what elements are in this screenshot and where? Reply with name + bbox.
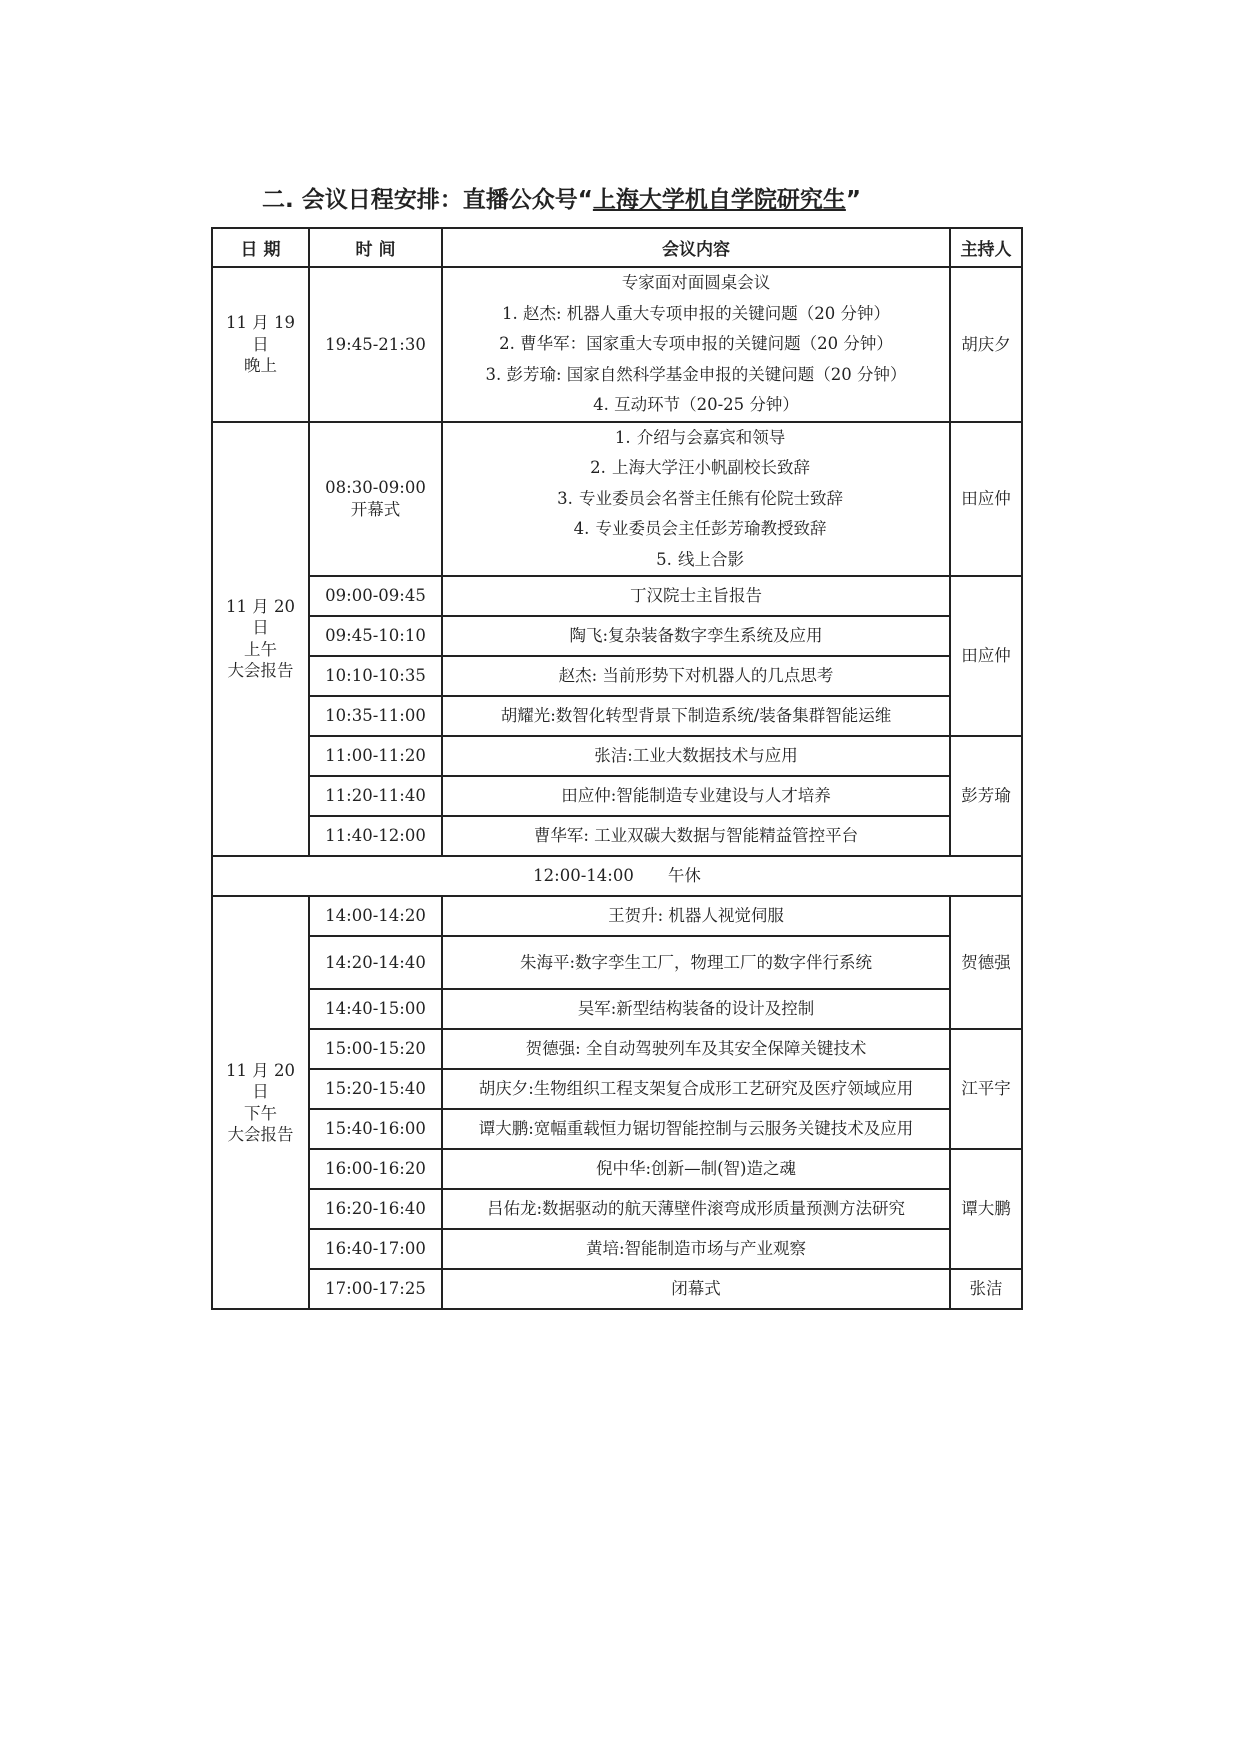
host-cell: 田应仲 bbox=[950, 422, 1022, 577]
table-row bbox=[212, 896, 1022, 936]
table-row bbox=[212, 1189, 1022, 1229]
lunch-row bbox=[212, 856, 1022, 896]
date-line: 11 月 19 日 bbox=[226, 313, 295, 354]
lunch-cell bbox=[212, 856, 1022, 896]
topic-cell: 闭幕式 bbox=[442, 1269, 950, 1309]
item-number: 1. bbox=[614, 427, 631, 447]
time-cell: 16:00-16:20 bbox=[309, 1149, 442, 1189]
topic-cell: 田应仲:智能制造专业建设与人才培养 bbox=[442, 776, 950, 816]
table-row bbox=[212, 936, 1022, 989]
host-cell: 彭芳瑜 bbox=[950, 736, 1022, 856]
topic-cell: 胡耀光:数智化转型背景下制造系统/装备集群智能运维 bbox=[442, 696, 950, 736]
list-item bbox=[446, 423, 946, 454]
list-item: 1. 赵杰: 机器人重大专项申报的关键问题（20 分钟） bbox=[501, 303, 891, 323]
date-cell-nov19 bbox=[212, 267, 309, 422]
time-cell: 11:00-11:20 bbox=[309, 736, 442, 776]
date-line: 11 月 20 日 bbox=[226, 1060, 295, 1102]
list-item bbox=[446, 484, 946, 515]
time-cell bbox=[309, 422, 442, 577]
header-row bbox=[212, 228, 1022, 267]
date-line: 晚上 bbox=[244, 355, 277, 375]
header-host: 主持人 bbox=[950, 228, 1022, 267]
table-row bbox=[212, 656, 1022, 696]
time-cell: 11:40-12:00 bbox=[309, 816, 442, 856]
time-cell: 15:00-15:20 bbox=[309, 1029, 442, 1069]
date-line: 下午 bbox=[244, 1103, 277, 1123]
list-item: 4. 互动环节（20-25 分钟） bbox=[593, 395, 799, 414]
title-account: 上海大学机自学院研究生 bbox=[592, 187, 846, 213]
item-text: 专业委员会名誉主任熊有伦院士致辞 bbox=[579, 488, 843, 508]
date-line: 上午 bbox=[244, 639, 277, 659]
list-item bbox=[446, 514, 946, 545]
topic-cell: 胡庆夕:生物组织工程支架复合成形工艺研究及医疗领域应用 bbox=[442, 1069, 950, 1109]
header-content: 会议内容 bbox=[442, 228, 950, 267]
list-item bbox=[446, 545, 946, 576]
date-line: 11 月 20 日 bbox=[226, 596, 295, 638]
time-cell: 14:00-14:20 bbox=[309, 896, 442, 936]
date-line: 大会报告 bbox=[227, 1124, 294, 1144]
time-cell: 19:45-21:30 bbox=[309, 267, 442, 422]
date-cell-morning bbox=[212, 422, 309, 857]
item-number: 4. bbox=[573, 519, 590, 538]
host-cell: 谭大鹏 bbox=[950, 1149, 1022, 1269]
topic-cell: 王贺升: 机器人视觉伺服 bbox=[442, 896, 950, 936]
topic-cell: 赵杰: 当前形势下对机器人的几点思考 bbox=[442, 656, 950, 696]
title-prefix: 二. 会议日程安排：直播公众号“ bbox=[262, 187, 593, 213]
title-suffix: ” bbox=[845, 187, 861, 213]
date-line: 大会报告 bbox=[227, 661, 294, 681]
topic-cell: 谭大鹏:宽幅重载恒力锯切智能控制与云服务关键技术及应用 bbox=[442, 1109, 950, 1149]
topic-cell: 黄培:智能制造市场与产业观察 bbox=[442, 1229, 950, 1269]
time-cell: 14:20-14:40 bbox=[309, 936, 442, 989]
lunch-label: 午休 bbox=[667, 866, 701, 886]
item-text: 介绍与会嘉宾和领导 bbox=[636, 427, 786, 447]
header-date: 日 期 bbox=[212, 228, 309, 267]
table-row bbox=[212, 576, 1022, 616]
topic-cell: 吴军:新型结构装备的设计及控制 bbox=[442, 989, 950, 1029]
time-cell: 14:40-15:00 bbox=[309, 989, 442, 1029]
table-row bbox=[212, 1069, 1022, 1109]
host-cell: 贺德强 bbox=[950, 896, 1022, 1029]
time-cell: 15:20-15:40 bbox=[309, 1069, 442, 1109]
table-row bbox=[212, 267, 1022, 422]
table-row bbox=[212, 1229, 1022, 1269]
item-text: 专业委员会主任彭芳瑜教授致辞 bbox=[595, 519, 827, 538]
item-number: 3. bbox=[557, 488, 573, 508]
time-cell: 16:20-16:40 bbox=[309, 1189, 442, 1229]
date-cell-afternoon bbox=[212, 896, 309, 1309]
item-number: 5. bbox=[656, 549, 672, 569]
content-cell-roundtable bbox=[442, 267, 950, 422]
table-row bbox=[212, 1149, 1022, 1189]
time-cell: 10:35-11:00 bbox=[309, 696, 442, 736]
table-row bbox=[212, 736, 1022, 776]
table-row bbox=[212, 989, 1022, 1029]
time-cell: 17:00-17:25 bbox=[309, 1269, 442, 1309]
item-number: 2. bbox=[590, 458, 606, 477]
list-item: 2. 曹华军：国家重大专项申报的关键问题（20 分钟） bbox=[499, 334, 893, 353]
list-item: 3. 彭芳瑜: 国家自然科学基金申报的关键问题（20 分钟） bbox=[485, 364, 907, 384]
topic-cell: 曹华军: 工业双碳大数据与智能精益管控平台 bbox=[442, 816, 950, 856]
item-text: 上海大学汪小帆副校长致辞 bbox=[612, 458, 810, 477]
time-cell: 16:40-17:00 bbox=[309, 1229, 442, 1269]
table-row bbox=[212, 1029, 1022, 1069]
time-line: 08:30-09:00 bbox=[325, 478, 426, 498]
time-line: 开幕式 bbox=[350, 499, 401, 519]
content-title: 专家面对面圆桌会议 bbox=[621, 273, 771, 292]
page-title bbox=[262, 180, 1022, 220]
topic-cell: 陶飞:复杂装备数字孪生系统及应用 bbox=[442, 616, 950, 656]
table-row bbox=[212, 422, 1022, 577]
table-row bbox=[212, 816, 1022, 856]
topic-cell: 朱海平:数字孪生工厂，物理工厂的数字伴行系统 bbox=[442, 936, 950, 989]
list-item bbox=[446, 453, 946, 484]
lunch-time: 12:00-14:00 bbox=[533, 866, 634, 886]
table-row bbox=[212, 1109, 1022, 1149]
topic-cell: 丁汉院士主旨报告 bbox=[442, 576, 950, 616]
time-cell: 11:20-11:40 bbox=[309, 776, 442, 816]
schedule-table bbox=[211, 227, 1023, 1310]
table-row bbox=[212, 1269, 1022, 1309]
time-cell: 09:00-09:45 bbox=[309, 576, 442, 616]
host-cell: 江平宇 bbox=[950, 1029, 1022, 1149]
topic-cell: 吕佑龙:数据驱动的航天薄壁件滚弯成形质量预测方法研究 bbox=[442, 1189, 950, 1229]
table-row bbox=[212, 776, 1022, 816]
table-row bbox=[212, 696, 1022, 736]
topic-cell: 倪中华:创新—制(智)造之魂 bbox=[442, 1149, 950, 1189]
header-time: 时 间 bbox=[309, 228, 442, 267]
content-cell-opening bbox=[442, 422, 950, 577]
time-cell: 15:40-16:00 bbox=[309, 1109, 442, 1149]
host-cell: 张洁 bbox=[950, 1269, 1022, 1309]
topic-cell: 张洁:工业大数据技术与应用 bbox=[442, 736, 950, 776]
item-text: 线上合影 bbox=[678, 549, 744, 569]
host-cell: 胡庆夕 bbox=[950, 267, 1022, 422]
topic-cell: 贺德强: 全自动驾驶列车及其安全保障关键技术 bbox=[442, 1029, 950, 1069]
host-cell: 田应仲 bbox=[950, 576, 1022, 736]
time-cell: 10:10-10:35 bbox=[309, 656, 442, 696]
time-cell: 09:45-10:10 bbox=[309, 616, 442, 656]
table-row bbox=[212, 616, 1022, 656]
